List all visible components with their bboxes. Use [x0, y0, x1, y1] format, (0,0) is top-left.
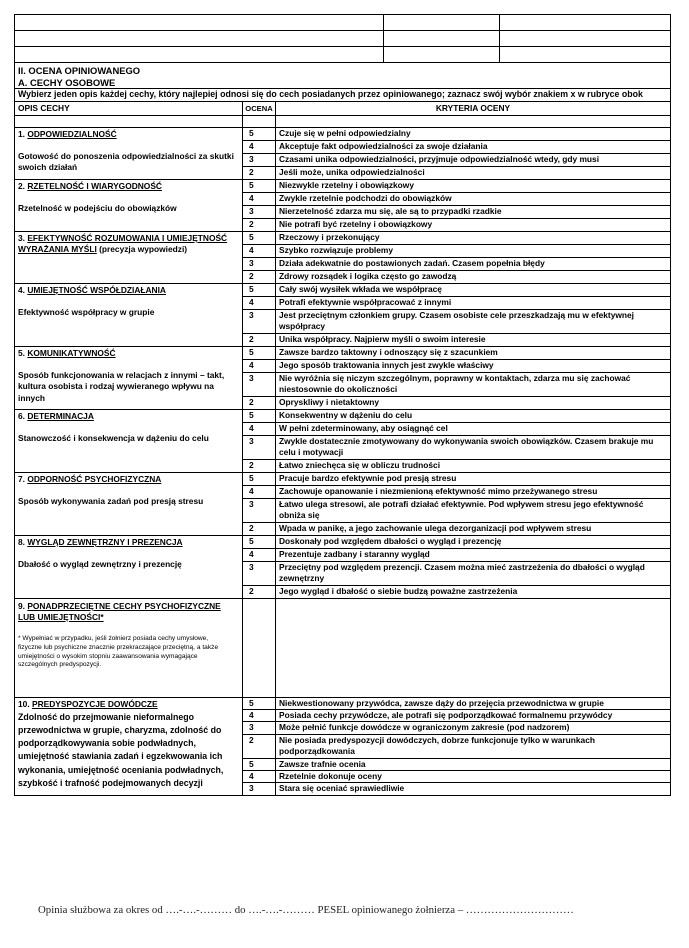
trait-heading — [18, 537, 239, 548]
trait-heading — [18, 698, 239, 711]
criterion-text: Może pełnić funkcje dowódcze w ograniczonym zakresie (pod nadzorem) — [276, 722, 671, 734]
criterion-text: Zawsze bardzo taktowny i odnoszący się z szacunkiem — [276, 346, 671, 359]
grade-option[interactable]: 5 — [243, 179, 276, 192]
criterion-text: Pracuje bardzo efektywnie pod presją stresu — [276, 472, 671, 485]
criterion-text: Czasami unika odpowiedzialności, przyjmuje odpowiedzialność wtedy, gdy musi — [276, 153, 671, 166]
criterion-text: Zdrowy rozsądek i logika często go zawodzą — [276, 270, 671, 283]
trait-description: Stanowczość i konsekwencja w dążeniu do celu — [18, 432, 209, 443]
criterion-text: Łatwo zniechęca się w obliczu trudności — [276, 459, 671, 472]
criterion-text: Działa adekwatnie do postawionych zadań. Czasem popełnia błędy — [276, 257, 671, 270]
criteria-row — [15, 127, 671, 140]
criterion-text: W pełni zdeterminowany, aby osiągnąć cel — [276, 422, 671, 435]
trait-name: EFEKTYWNOŚĆ ROZUMOWANIA I UMIEJĘTNOŚĆ WYRAŻANIA MYŚLI — [18, 232, 228, 254]
trait-heading — [18, 474, 239, 485]
trait-heading — [18, 285, 239, 296]
trait-cell — [15, 179, 243, 231]
trait-cell — [15, 697, 243, 795]
grade-option[interactable]: 4 — [243, 770, 276, 782]
trait-number: 2. — [18, 180, 25, 191]
criterion-text: Akceptuje fakt odpowiedzialności za swoje działania — [276, 140, 671, 153]
trait-heading — [18, 129, 239, 140]
criterion-text: Stara się oceniać sprawiedliwie — [276, 783, 671, 795]
criterion-text: Nierzetelność zdarza mu się, ale są to przypadki rzadkie — [276, 205, 671, 218]
criteria-row — [15, 409, 671, 422]
criterion-text: Nie wyróżnia się niczym szczególnym, poprawny w kontaktach, zdarza mu się zachować niestosownie do okoliczności — [276, 372, 671, 396]
trait9-row — [15, 598, 671, 697]
grade-option[interactable]: 4 — [243, 192, 276, 205]
col-trait-header: OPIS CECHY — [15, 101, 243, 115]
grade-option[interactable]: 5 — [243, 127, 276, 140]
blank-cell-group — [15, 47, 671, 63]
grade-option[interactable]: 3 — [243, 722, 276, 734]
trait-number: 5. — [18, 347, 25, 358]
criterion-text: Nie posiada predyspozycji dowódczych, dobrze funkcjonuje tylko w warunkach podporządkowania — [276, 734, 671, 758]
blank-header-row — [15, 15, 671, 31]
blank-header-row — [15, 47, 671, 63]
grade-option[interactable]: 2 — [243, 270, 276, 283]
grade-option[interactable]: 5 — [243, 409, 276, 422]
criteria-row — [15, 346, 671, 359]
trait-cell — [15, 409, 243, 472]
trait-number: 10. — [18, 698, 30, 709]
criterion-text: Zwykle rzetelnie podchodzi do obowiązków — [276, 192, 671, 205]
grade-option[interactable]: 2 — [243, 218, 276, 231]
grade-option[interactable]: 5 — [243, 758, 276, 770]
blank-header-row — [15, 31, 671, 47]
blank-cell[interactable] — [500, 31, 670, 46]
blank-cells — [15, 15, 670, 30]
trait-description: Rzetelność w podejściu do obowiązków — [18, 202, 177, 213]
trait-name: ODPORNOŚĆ PSYCHOFIZYCZNA — [27, 473, 162, 484]
blank-cell[interactable] — [15, 15, 384, 30]
spacer-cell — [243, 115, 276, 127]
criterion-text: Przeciętny pod względem prezencji. Czasem można mieć zastrzeżenia do dbałości o wygląd zewnętrzny — [276, 561, 671, 585]
section-title: II. OCENA OPINIOWANEGO — [18, 65, 141, 76]
grade-option[interactable]: 4 — [243, 244, 276, 257]
grade-option[interactable]: 3 — [243, 498, 276, 522]
trait-heading — [18, 601, 239, 624]
criterion-text: Jego wygląd i dbałość o siebie budzą poważne zastrzeżenia — [276, 585, 671, 598]
criterion-text: Niekwestionowany przywódca, zawsze dąży do przejęcia przewodnictwa w grupie — [276, 697, 671, 709]
grade-option[interactable]: 3 — [243, 205, 276, 218]
criterion-text: Nie potrafi być rzetelny i obowiązkowy — [276, 218, 671, 231]
grade-option[interactable]: 3 — [243, 561, 276, 585]
trait-number: 1. — [18, 128, 25, 139]
trait-number: 3. — [18, 232, 25, 243]
trait-cell — [15, 472, 243, 535]
trait-heading — [18, 411, 239, 422]
blank-cells — [15, 47, 670, 62]
grade-option[interactable]: 2 — [243, 333, 276, 346]
criterion-text: Potrafi efektywnie współpracować z innymi — [276, 296, 671, 309]
form-sheet — [14, 14, 670, 796]
grade-option[interactable]: 2 — [243, 585, 276, 598]
section-title-row — [15, 63, 671, 89]
trait-name: ODPOWIEDZIALNOŚĆ — [27, 128, 117, 139]
trait-name: UMIEJĘTNOŚĆ WSPÓŁDZIAŁANIA — [27, 284, 166, 295]
grade-option[interactable]: 5 — [243, 535, 276, 548]
trait-name: PONADPRZECIĘTNE CECHY PSYCHOFIZYCZNE LUB UMIEJĘTNOŚCI* — [18, 600, 221, 622]
criterion-text: Czuje się w pełni odpowiedzialny — [276, 127, 671, 140]
grade-option[interactable]: 5 — [243, 697, 276, 709]
col-grade-header: OCENA — [243, 101, 276, 115]
blank-cell[interactable] — [500, 15, 670, 30]
trait-description: Gotowość do ponoszenia odpowiedzialności za skutki swoich działań — [18, 150, 234, 173]
grade-option[interactable]: 4 — [243, 140, 276, 153]
criterion-text: Posiada cechy przywódcze, ale potrafi się podporządkować formalnemu przywódcy — [276, 709, 671, 721]
criterion-text: Jeśli może, unika odpowiedzialności — [276, 166, 671, 179]
grade-option[interactable]: 4 — [243, 296, 276, 309]
blank-cells — [15, 31, 670, 46]
grade-option[interactable]: 2 — [243, 396, 276, 409]
trait-name: RZETELNOŚĆ I WIARYGODNOŚĆ — [27, 180, 162, 191]
col-criteria-header: KRYTERIA OCENY — [276, 101, 671, 115]
criterion-text[interactable] — [276, 598, 671, 697]
criterion-text: Doskonały pod względem dbałości o wygląd i prezencję — [276, 535, 671, 548]
criterion-text: Prezentuje zadbany i staranny wygląd — [276, 548, 671, 561]
grade-option[interactable] — [243, 598, 276, 697]
trait-number: 9. — [18, 600, 25, 611]
spacer-cell — [276, 115, 671, 127]
blank-cell[interactable] — [384, 31, 500, 46]
grade-option[interactable]: 2 — [243, 459, 276, 472]
grade-option[interactable]: 2 — [243, 166, 276, 179]
criterion-text: Rzeczowy i przekonujący — [276, 231, 671, 244]
blank-cell[interactable] — [15, 31, 384, 46]
blank-cell[interactable] — [384, 15, 500, 30]
trait-description: Efektywność współpracy w grupie — [18, 306, 155, 317]
criteria-row — [15, 283, 671, 296]
trait9-footnote: * Wypełniać w przypadku, jeśli żołnierz posiada cechy umysłowe, fizyczne lub psychiczne znacznie przekraczające przeciętną, a także umiejętności o wysokim stopniu zaawansowania wymagające szczególnych predyspozycji. — [18, 635, 219, 669]
grade-option[interactable]: 3 — [243, 783, 276, 795]
grade-option[interactable]: 4 — [243, 548, 276, 561]
criteria-row — [15, 231, 671, 244]
trait-heading — [18, 348, 239, 359]
trait-cell — [15, 535, 243, 598]
grade-option[interactable]: 5 — [243, 283, 276, 296]
spacer-cell — [15, 115, 243, 127]
trait-name: PREDYSPOZYCJE DOWÓDCZE — [31, 698, 158, 709]
criterion-text: Zachowuje opanowanie i niezmienioną efektywność mimo przeżywanego stresu — [276, 485, 671, 498]
instruction: Wybierz jeden opis każdej cechy, który najlepiej odnosi się do cech posiadanych przez opiniowanego; zaznacz swój wybór znakiem x w rubryce obok — [15, 89, 671, 102]
criterion-text: Łatwo ulega stresowi, ale potrafi działać efektywnie. Pod wpływem stresu jego efektywność obniża się — [276, 498, 671, 522]
grade-option[interactable]: 2 — [243, 734, 276, 758]
trait-cell — [15, 127, 243, 179]
criterion-text: Jego sposób traktowania innych jest zwykle właściwy — [276, 359, 671, 372]
criterion-text: Rzetelnie dokonuje oceny — [276, 770, 671, 782]
criterion-text: Cały swój wysiłek wkłada we współpracę — [276, 283, 671, 296]
spacer-row — [15, 115, 671, 127]
blank-cell-group — [15, 31, 671, 47]
grade-option[interactable]: 3 — [243, 257, 276, 270]
criteria-row — [15, 472, 671, 485]
blank-cell[interactable] — [15, 47, 384, 62]
trait-number: 4. — [18, 284, 25, 295]
criterion-text: Unika współpracy. Najpierw myśli o swoim interesie — [276, 333, 671, 346]
column-header-row — [15, 101, 671, 115]
trait-description: Zdolność do przejmowanie nieformalnego przewodnictwa w grupie, charyzma, zdolność do podporządkowywania sobie podwładnych, umiejętność stawiania zadań i egzekwowania ich wykonania, umiejętność oceniania podwładnych, szybkość i trafność podejmowanych decyzji — [18, 711, 224, 788]
trait-name-suffix: (precyzja wypowiedzi) — [99, 243, 188, 254]
grade-option[interactable]: 5 — [243, 346, 276, 359]
grade-option[interactable]: 5 — [243, 231, 276, 244]
trait-heading — [18, 233, 239, 256]
grade-option[interactable]: 5 — [243, 472, 276, 485]
assessment-table — [14, 14, 671, 796]
criterion-text: Zwykle dostatecznie zmotywowany do wykonywania swoich obowiązków. Czasem brakuje mu celu i motywacji — [276, 435, 671, 459]
trait-name: WYGLĄD ZEWNĘTRZNY I PREZENCJA — [27, 536, 183, 547]
blank-cell[interactable] — [500, 47, 670, 62]
grade-option[interactable]: 4 — [243, 422, 276, 435]
trait-description: Dbałość o wygląd zewnętrzny i prezencję — [18, 558, 182, 569]
grade-option[interactable]: 3 — [243, 435, 276, 459]
criteria-row — [15, 179, 671, 192]
grade-option[interactable]: 4 — [243, 485, 276, 498]
criterion-text: Niezwykle rzetelny i obowiązkowy — [276, 179, 671, 192]
trait-name: DETERMINACJA — [27, 410, 94, 421]
grade-option[interactable]: 3 — [243, 153, 276, 166]
blank-cell[interactable] — [384, 47, 500, 62]
trait-number: 7. — [18, 473, 25, 484]
trait-number: 8. — [18, 536, 25, 547]
trait-cell — [15, 598, 243, 697]
grade-option[interactable]: 3 — [243, 309, 276, 333]
criterion-text: Konsekwentny w dążeniu do celu — [276, 409, 671, 422]
trait-cell — [15, 346, 243, 409]
criterion-text: Jest przeciętnym członkiem grupy. Czasem osobiste cele przeszkadzają mu w efektywnej współpracy — [276, 309, 671, 333]
trait-description: Sposób wykonywania zadań pod presją stresu — [18, 495, 204, 506]
section-subtitle: A. CECHY OSOBOWE — [18, 76, 116, 88]
instruction-row — [15, 89, 671, 102]
grade-option[interactable]: 4 — [243, 359, 276, 372]
footer-line: Opinia służbowa za okres od ….-….-……… do ….-….-……… PESEL opiniowanego żołnierza – ………………………… — [38, 904, 574, 916]
grade-option[interactable]: 3 — [243, 372, 276, 396]
trait-name: KOMUNIKATYWNOŚĆ — [27, 347, 116, 358]
criteria-row — [15, 697, 671, 709]
trait-number: 6. — [18, 410, 25, 421]
trait-description: Sposób funkcjonowania w relacjach z innymi – takt, kultura osobista i rodzaj wywieranego wpływu na innych — [18, 369, 225, 403]
grade-option[interactable]: 2 — [243, 522, 276, 535]
blank-cell-group — [15, 15, 671, 31]
trait-cell — [15, 231, 243, 283]
criterion-text: Wpada w panikę, a jego zachowanie ulega dezorganizacji pod wpływem stresu — [276, 522, 671, 535]
trait-cell — [15, 283, 243, 346]
criterion-text: Opryskliwy i nietaktowny — [276, 396, 671, 409]
criteria-row — [15, 535, 671, 548]
criterion-text: Szybko rozwiązuje problemy — [276, 244, 671, 257]
section-title-cell — [15, 63, 671, 89]
grade-option[interactable]: 4 — [243, 709, 276, 721]
criterion-text: Zawsze trafnie ocenia — [276, 758, 671, 770]
trait-heading — [18, 181, 239, 192]
